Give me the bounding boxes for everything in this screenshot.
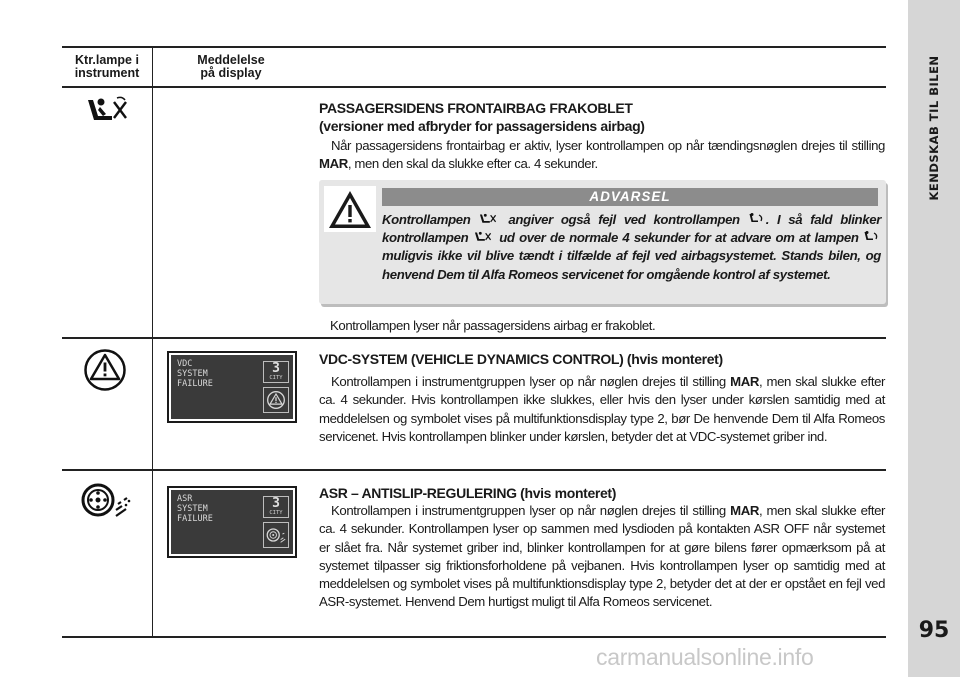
asr-text-end: , men skal slukke efter ca. 4 sekunder. Kontrollampen lyser op sammen med lysdioden på kontakten ASR OFF når systemet er slået fra. Når systemet griber ind, blinker kontrollampen for at gøre bilens fører opmærksom på at systemet tilpasser sig friktionsforholdene på vejbanen. Hvis kontrollampen lyser op samtidig med at meddelelsen og symbolet vises på multifunktionsdisplay type 2, betyder det at der er opstået en fejl ved ASR-systemet. Henvend Dem hurtigst muligt til Alfa Romeos servicenet. (319, 503, 886, 610)
asr-text: Kontrollampen i instrumentgruppen lyser op når nøglen drejes til stilling (331, 503, 731, 518)
display-screen (171, 490, 293, 554)
airbag-note: Kontrollampen lyser når passagersidens airbag er frakoblet. (330, 318, 656, 333)
col-header-lamp (62, 54, 152, 80)
vdc-text: Kontrollampen i instrumentgruppen lyser op når nøglen drejes til stilling (331, 374, 731, 389)
table-top-rule (62, 46, 886, 48)
gear-number: 3 (272, 361, 280, 376)
vdc-key-position: MAR (730, 374, 759, 389)
gear-number: 3 (272, 496, 280, 511)
row-divider (62, 469, 886, 471)
gear-indicator (263, 361, 289, 383)
col-header-display (176, 54, 286, 80)
asr-display-icon (263, 522, 289, 548)
display-panel-asr (167, 486, 297, 558)
airbag-inline-icon (863, 230, 881, 244)
airbag-title-1: PASSAGERSIDENS FRONTAIRBAG FRAKOBLET (319, 100, 633, 116)
vdc-title: VDC-SYSTEM (VEHICLE DYNAMICS CONTROL) (hvis monteret) (319, 351, 723, 367)
asr-title: ASR – ANTISLIP-REGULERING (hvis monteret) (319, 485, 617, 501)
table-bottom-rule (62, 636, 886, 638)
gear-mode: CITY (269, 510, 283, 516)
row-divider (62, 337, 886, 339)
warning-text-part: angiver også fejl ved kontrollampen (500, 212, 748, 227)
airbag-off-inline-icon (473, 230, 495, 244)
page-number: 95 (918, 618, 950, 643)
airbag-text: Når passagersidens frontairbag er aktiv, lyser kontrollampen op når tændingsnøglen drejes til stilling (331, 138, 885, 153)
watermark: carmanualsonline.info (596, 644, 814, 670)
display-message: ASR SYSTEM FAILURE (177, 494, 213, 524)
header-rule (62, 86, 886, 88)
airbag-off-inline-icon (478, 212, 500, 226)
vdc-icon (83, 348, 127, 392)
column-divider (152, 46, 153, 638)
vdc-paragraph (319, 373, 885, 446)
section-label: KENDSKAB TIL BILEN (927, 55, 941, 201)
display-message: VDC SYSTEM FAILURE (177, 359, 213, 389)
warning-text-part: muligvis ikke vil blive tændt i tilfælde af fejl ved airbagsystemet. Stands bilen, og henvend Dem til Alfa Romeos servicenet for omgående kontrol af systemet. (382, 248, 881, 282)
airbag-inline-icon (748, 212, 766, 226)
airbag-off-icon (84, 94, 136, 128)
warning-heading: ADVARSEL (382, 188, 878, 206)
asr-icon (80, 482, 134, 522)
airbag-title-2: (versioner med afbryder for passagersidens airbag) (319, 118, 645, 134)
warning-text-part: . I så fald blinker kontrollampen (382, 212, 882, 246)
display-panel-vdc (167, 351, 297, 423)
vdc-text-end: , men skal slukke efter ca. 4 sekunder. Hvis kontrollampen ikke slukkes, eller hvis den lyser under kørslen samtidig med at meddelelsen og symbolet vises på multifunktionsdisplay type 2, bør De henvende Dem til Alfa Romeos servicenet. Hvis kontrollampen blinker under kørslen, betyder det at VDC-systemet griber ind. (319, 374, 886, 444)
col-header-display-line2: på display (200, 66, 262, 80)
asr-key-position: MAR (730, 503, 759, 518)
airbag-text-end: , men den skal da slukke efter ca. 4 sekunder. (347, 156, 598, 172)
display-screen (171, 355, 293, 419)
col-header-lamp-line1: Ktr.lampe i (75, 53, 139, 67)
airbag-key-position: MAR (319, 156, 348, 172)
gear-indicator (263, 496, 289, 518)
warning-text-part: Kontrollampen (382, 212, 479, 227)
asr-paragraph (319, 502, 885, 612)
airbag-paragraph (319, 137, 885, 174)
warning-text (327, 211, 881, 284)
vdc-display-icon (263, 387, 289, 413)
col-header-lamp-line2: instrument (74, 66, 140, 80)
warning-text-part: ud over de normale 4 sekunder for at advare om at lampen (494, 230, 864, 246)
gear-mode: CITY (269, 375, 283, 381)
col-header-display-line1: Meddelelse (197, 53, 265, 67)
